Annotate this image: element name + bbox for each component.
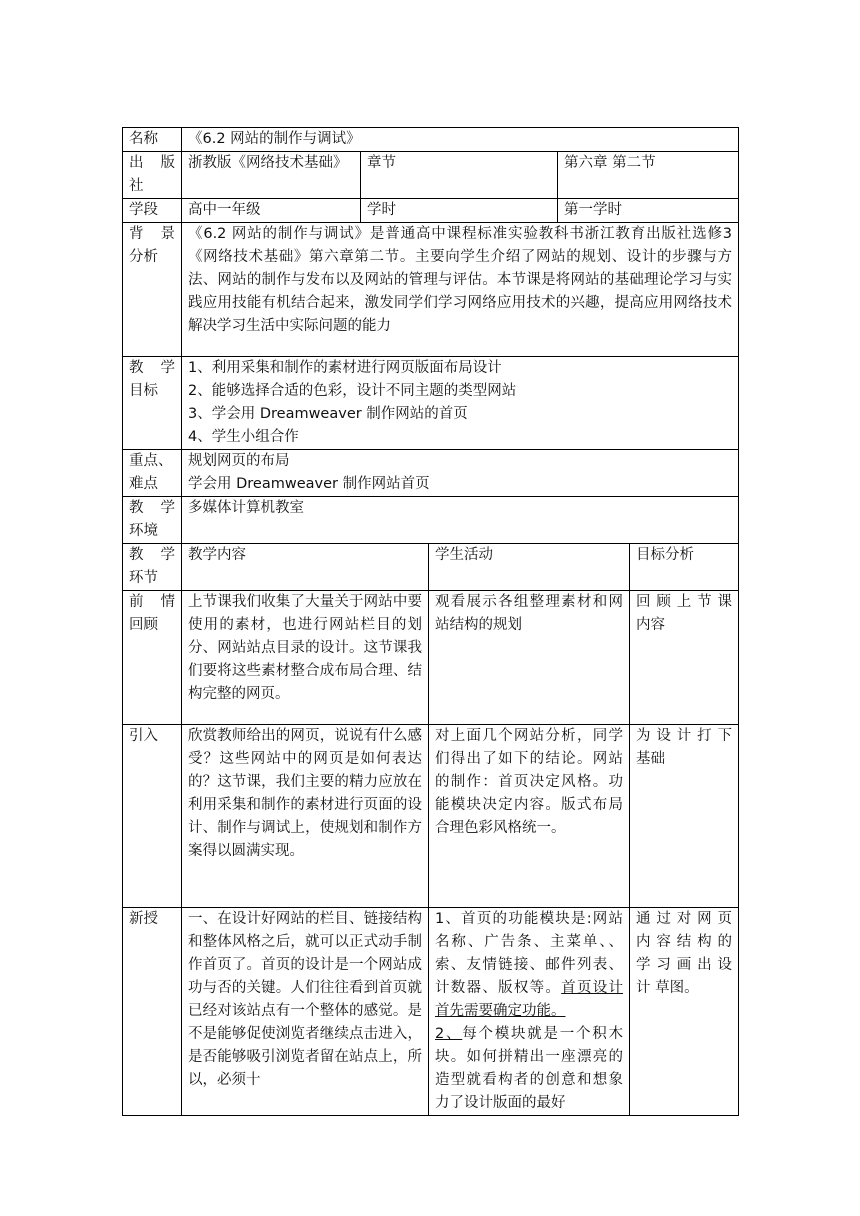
process-row-review: [123, 591, 739, 725]
row-publisher: [123, 152, 739, 199]
header-goal: 目标分析: [630, 544, 739, 591]
activity-review: 观看展示各组整理素材和网站结构的规划: [429, 591, 630, 725]
goal-intro: 为 设 计 打 下基础: [630, 725, 739, 908]
row-name: [123, 128, 739, 152]
period-value: 第一学时: [558, 199, 739, 223]
goals-list: [182, 357, 739, 450]
env-value: 多媒体计算机教室: [182, 497, 739, 544]
goal-item-1: 1、利用采集和制作的素材进行网页版面布局设计: [188, 360, 502, 376]
activity-new-number: 2、: [435, 1026, 463, 1042]
activity-new-part-2: 每个模块就是一个积木块。如何拼精出一座漂亮的造型就看构者的创意和想象力了设计版面的最好: [435, 1026, 623, 1111]
content-intro: 欣赏教师给出的网页，说说有什么感受？这些网站中的网页是如何表达的？这节课，我们主要的精力应放在利用采集和制作的素材进行页面的设计、制作与调试上，使规划和制作方案得以圆满实现。: [182, 725, 429, 908]
chapter-label: 章节: [361, 152, 558, 199]
header-step: 教 学 环节: [123, 544, 182, 591]
row-goals: [123, 357, 739, 450]
goal-new: 通 过 对 网 页 内 容 结 构 的 学 习 画 出 设 计 草图。: [630, 908, 739, 1116]
row-environment: [123, 497, 739, 544]
goal-review: 回 顾 上 节 课内容: [630, 591, 739, 725]
row-background: [123, 223, 739, 357]
key-points: [182, 450, 739, 497]
goal-item-2: 2、能够选择合适的色彩，设计不同主题的类型网站: [188, 383, 517, 399]
publisher-value: 浙教版《网络技术基础》: [182, 152, 361, 199]
goals-label: 教 学 目标: [123, 357, 182, 450]
background-text: 《6.2 网站的制作与调试》是普通高中课程标准实验教科书浙江教育出版社选修3《网络技术基础》第六章第二节。主要向学生介绍了网站的规划、设计的步骤与方法、网站的制作与发布以及网站的管理与评估。本节课是将网站的基础理论学习与实践应用技能有机结合起来，激发同学们学习网络应用技术的兴趣，提高应用网络技术解决学习生活中实际问题的能力: [182, 223, 739, 357]
activity-intro: 对上面几个网站分析，同学们得出了如下的结论。网站的制作：首页决定风格。功能模块决定内容。版式布局合理色彩风格统一。: [429, 725, 630, 908]
content-review: 上节课我们收集了大量关于网站中要使用的素材，也进行网站栏目的划分、网站站点目录的设计。这节课我们要将这些素材整合成布局合理、结构完整的网页。: [182, 591, 429, 725]
publisher-label: 出 版 社: [123, 152, 182, 199]
activity-new-underlined: 首页设计首先需要确定功能。: [435, 980, 624, 1019]
header-activity: 学生活动: [429, 544, 630, 591]
goal-item-3: 3、学会用 Dreamweaver 制作网站的首页: [188, 406, 468, 422]
header-content: 教学内容: [182, 544, 429, 591]
name-value: 《6.2 网站的制作与调试》: [182, 128, 739, 152]
key-label: 重点、难点: [123, 450, 182, 497]
process-row-new-lesson: [123, 908, 739, 1116]
period-label: 学时: [361, 199, 558, 223]
goal-item-4: 4、学生小组合作: [188, 429, 299, 445]
key-point-1: 规划网页的布局: [188, 453, 290, 469]
key-point-2: 学会用 Dreamweaver 制作网站首页: [188, 476, 430, 492]
step-new: 新授: [123, 908, 182, 1116]
lesson-plan-table: [122, 127, 739, 1116]
chapter-value: 第六章 第二节: [558, 152, 739, 199]
process-row-intro: [123, 725, 739, 908]
background-label: 背 景 分析: [123, 223, 182, 357]
content-new: 一、在设计好网站的栏目、链接结构和整体风格之后，就可以正式动手制作首页了。首页的设计是一个网站成功与否的关键。人们往往看到首页就已经对该站点有一个整体的感觉。是不是能够促使浏览者继续点击进入，是否能够吸引浏览者留在站点上，所以，必须十: [182, 908, 429, 1116]
activity-new: [429, 908, 630, 1116]
step-review: 前 情 回顾: [123, 591, 182, 725]
row-key-points: [123, 450, 739, 497]
grade-label: 学段: [123, 199, 182, 223]
name-label: 名称: [123, 128, 182, 152]
env-label: 教 学 环境: [123, 497, 182, 544]
grade-value: 高中一年级: [182, 199, 361, 223]
process-header-row: [123, 544, 739, 591]
activity-new-part-1: 1、首页的功能模块是:网站名称、广告条、主菜单、、索、友情链接、邮件列表、计数器、版权等。: [435, 911, 623, 996]
step-intro: 引入: [123, 725, 182, 908]
row-grade: [123, 199, 739, 223]
